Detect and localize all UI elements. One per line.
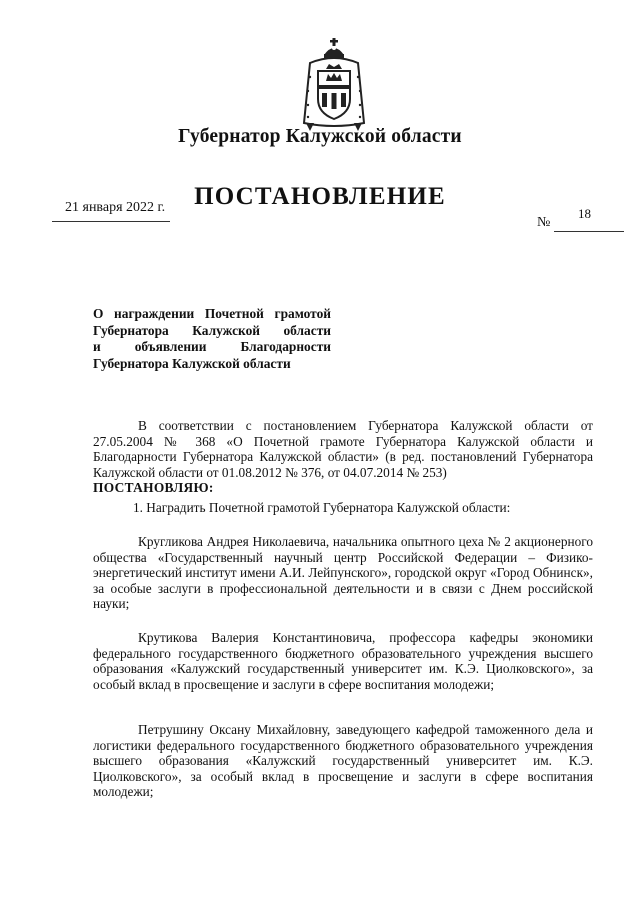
document-date: 21 января 2022 г. — [65, 200, 166, 215]
preamble-text: В соответствии с постановлением Губернатора Калужской области от 27.05.2004 № 368 «О Почетной грамоте Губернатора Калужской области и Благодарности Губернатора Калужской области» (в ред. постановлений Губернатора Калужской области от 01.08.2012 № 376, от 04.07.2014 № 253) — [93, 418, 593, 480]
document-type-title: ПОСТАНОВЛЕНИЕ — [194, 183, 446, 210]
subject-line: Губернатора Калужской области — [93, 355, 291, 371]
subject-line: и объявлении Благодарности — [93, 339, 331, 354]
subject-line: Губернатора Калужской области — [93, 322, 331, 338]
item-1-heading: 1. Наградить Почетной грамотой Губернатора Калужской области: — [133, 500, 511, 515]
decree-heading: ПОСТАНОВЛЯЮ: — [93, 480, 214, 495]
coat-of-arms-icon — [300, 37, 368, 133]
subject-line: О награждении Почетной грамотой — [93, 306, 331, 321]
awardee-paragraph — [93, 722, 593, 800]
number-underline — [554, 231, 624, 232]
awardee-paragraph — [93, 534, 593, 612]
awardee-text: Петрушину Оксану Михайловну, заведующего кафедрой таможенного дела и логистики федерального государственного бюджетного образовательного учреждения высшего образования «Калужский государственный университет им. К.Э. Циолковского», за особый вклад в просвещение и заслуги в сфере воспитания молодежи; — [93, 722, 593, 800]
date-underline — [52, 221, 170, 222]
authority-title: Губернатор Калужской области — [178, 126, 462, 147]
number-label: № — [537, 215, 551, 230]
document-number: 18 — [578, 206, 591, 221]
awardee-text: Крутикова Валерия Константиновича, профессора кафедры экономики федерального государственного бюджетного образовательного учреждения высшего образования «Калужский государственный университет им. К.Э. Циолковского», за особый вклад в просвещение и заслуги в сфере воспитания молодежи; — [93, 630, 593, 692]
document-subject — [93, 306, 331, 372]
preamble-paragraph — [93, 418, 593, 480]
awardee-text: Кругликова Андрея Николаевича, начальника опытного цеха № 2 акционерного общества «Государственный научный центр Российской Федерации – Физико-энергетический институт имени А.И. Лейпунского», городской округ «Город Обнинск», за особые заслуги в профессиональной деятельности и в связи с Днем российской науки; — [93, 534, 593, 612]
awardee-paragraph — [93, 630, 593, 692]
